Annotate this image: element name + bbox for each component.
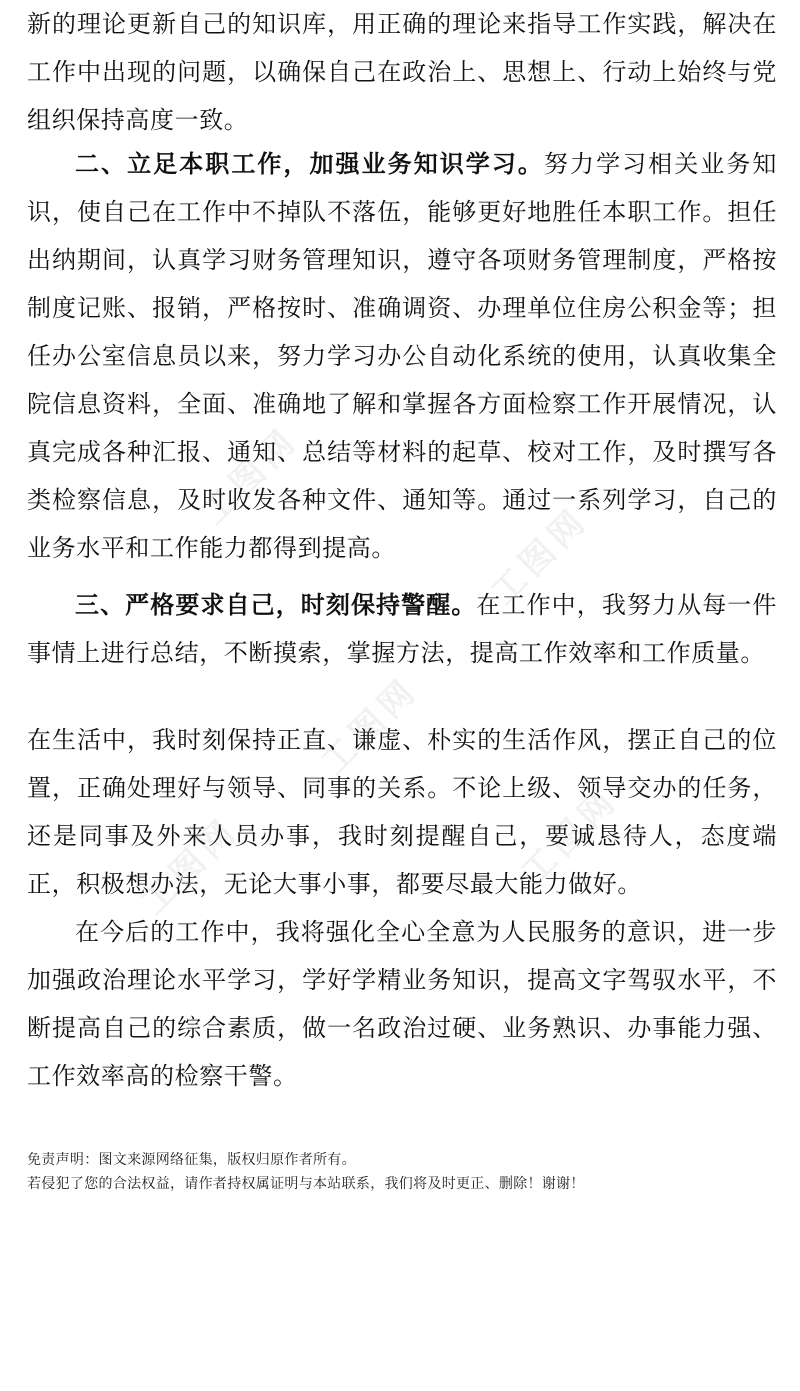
watermark: 工图网 bbox=[133, 809, 247, 923]
paragraph-body: 努力学习相关业务知识，使自己在工作中不掉队不落伍，能够更好地胜任本职工作。担任出纳期间，认真学习财务管理知识，遵守各项财务管理制度，严格按制度记账、报销，严格按时、准确调资、办理单位住房公积金等；担任办公室信息员以来，努力学习办公自动化系统的使用，认真收集全院信息资料，全面、准确地了解和掌握各方面检察工作开展情况，认真完成各种汇报、通知、总结等材料的起草、校对工作，及时撰写各类检察信息，及时收发各种文件、通知等。通过一系列学习，自己的业务水平和工作能力都得到提高。 bbox=[27, 150, 777, 562]
paragraph-section-two bbox=[27, 140, 777, 572]
paragraph-section-three bbox=[27, 581, 777, 677]
disclaimer-line: 若侵犯了您的合法权益，请作者持权属证明与本站联系，我们将及时更正、删除！谢谢！ bbox=[27, 1176, 585, 1192]
disclaimer-line: 免责声明：图文来源网络征集，版权归原作者所有。 bbox=[27, 1152, 356, 1168]
paragraph-body: 新的理论更新自己的知识库，用正确的理论来指导工作实践，解决在工作中出现的问题，以确保自己在政治上、思想上、行动上始终与党组织保持高度一致。 bbox=[27, 10, 777, 134]
watermark: 工图网 bbox=[513, 779, 627, 893]
paragraph-continuation bbox=[27, 0, 777, 144]
paragraph-body: 在工作中，我努力从每一件事情上进行总结，不断摸索，掌握方法，提高工作效率和工作质量。 bbox=[27, 591, 777, 667]
paragraph-body: 在今后的工作中，我将强化全心全意为人民服务的意识，进一步加强政治理论水平学习，学好学精业务知识，提高文字驾驭水平，不断提高自己的综合素质，做一名政治过硬、业务熟识、办事能力强、工作效率高的检察干警。 bbox=[27, 918, 777, 1090]
paragraph-life bbox=[27, 716, 777, 908]
paragraph-future bbox=[27, 908, 777, 1100]
section-heading: 三、严格要求自己，时刻保持警醒。 bbox=[75, 590, 477, 619]
watermark: 工图网 bbox=[193, 419, 307, 533]
watermark: 工图网 bbox=[483, 499, 597, 613]
watermark: 工图网 bbox=[313, 669, 427, 783]
paragraph-body: 在生活中，我时刻保持正直、谦虚、朴实的生活作风，摆正自己的位置，正确处理好与领导、同事的关系。不论上级、领导交办的任务，还是同事及外来人员办事，我时刻提醒自己，要诚恳待人，态度端正，积极想办法，无论大事小事，都要尽最大能力做好。 bbox=[27, 726, 777, 898]
section-heading: 二、立足本职工作，加强业务知识学习。 bbox=[75, 149, 544, 178]
